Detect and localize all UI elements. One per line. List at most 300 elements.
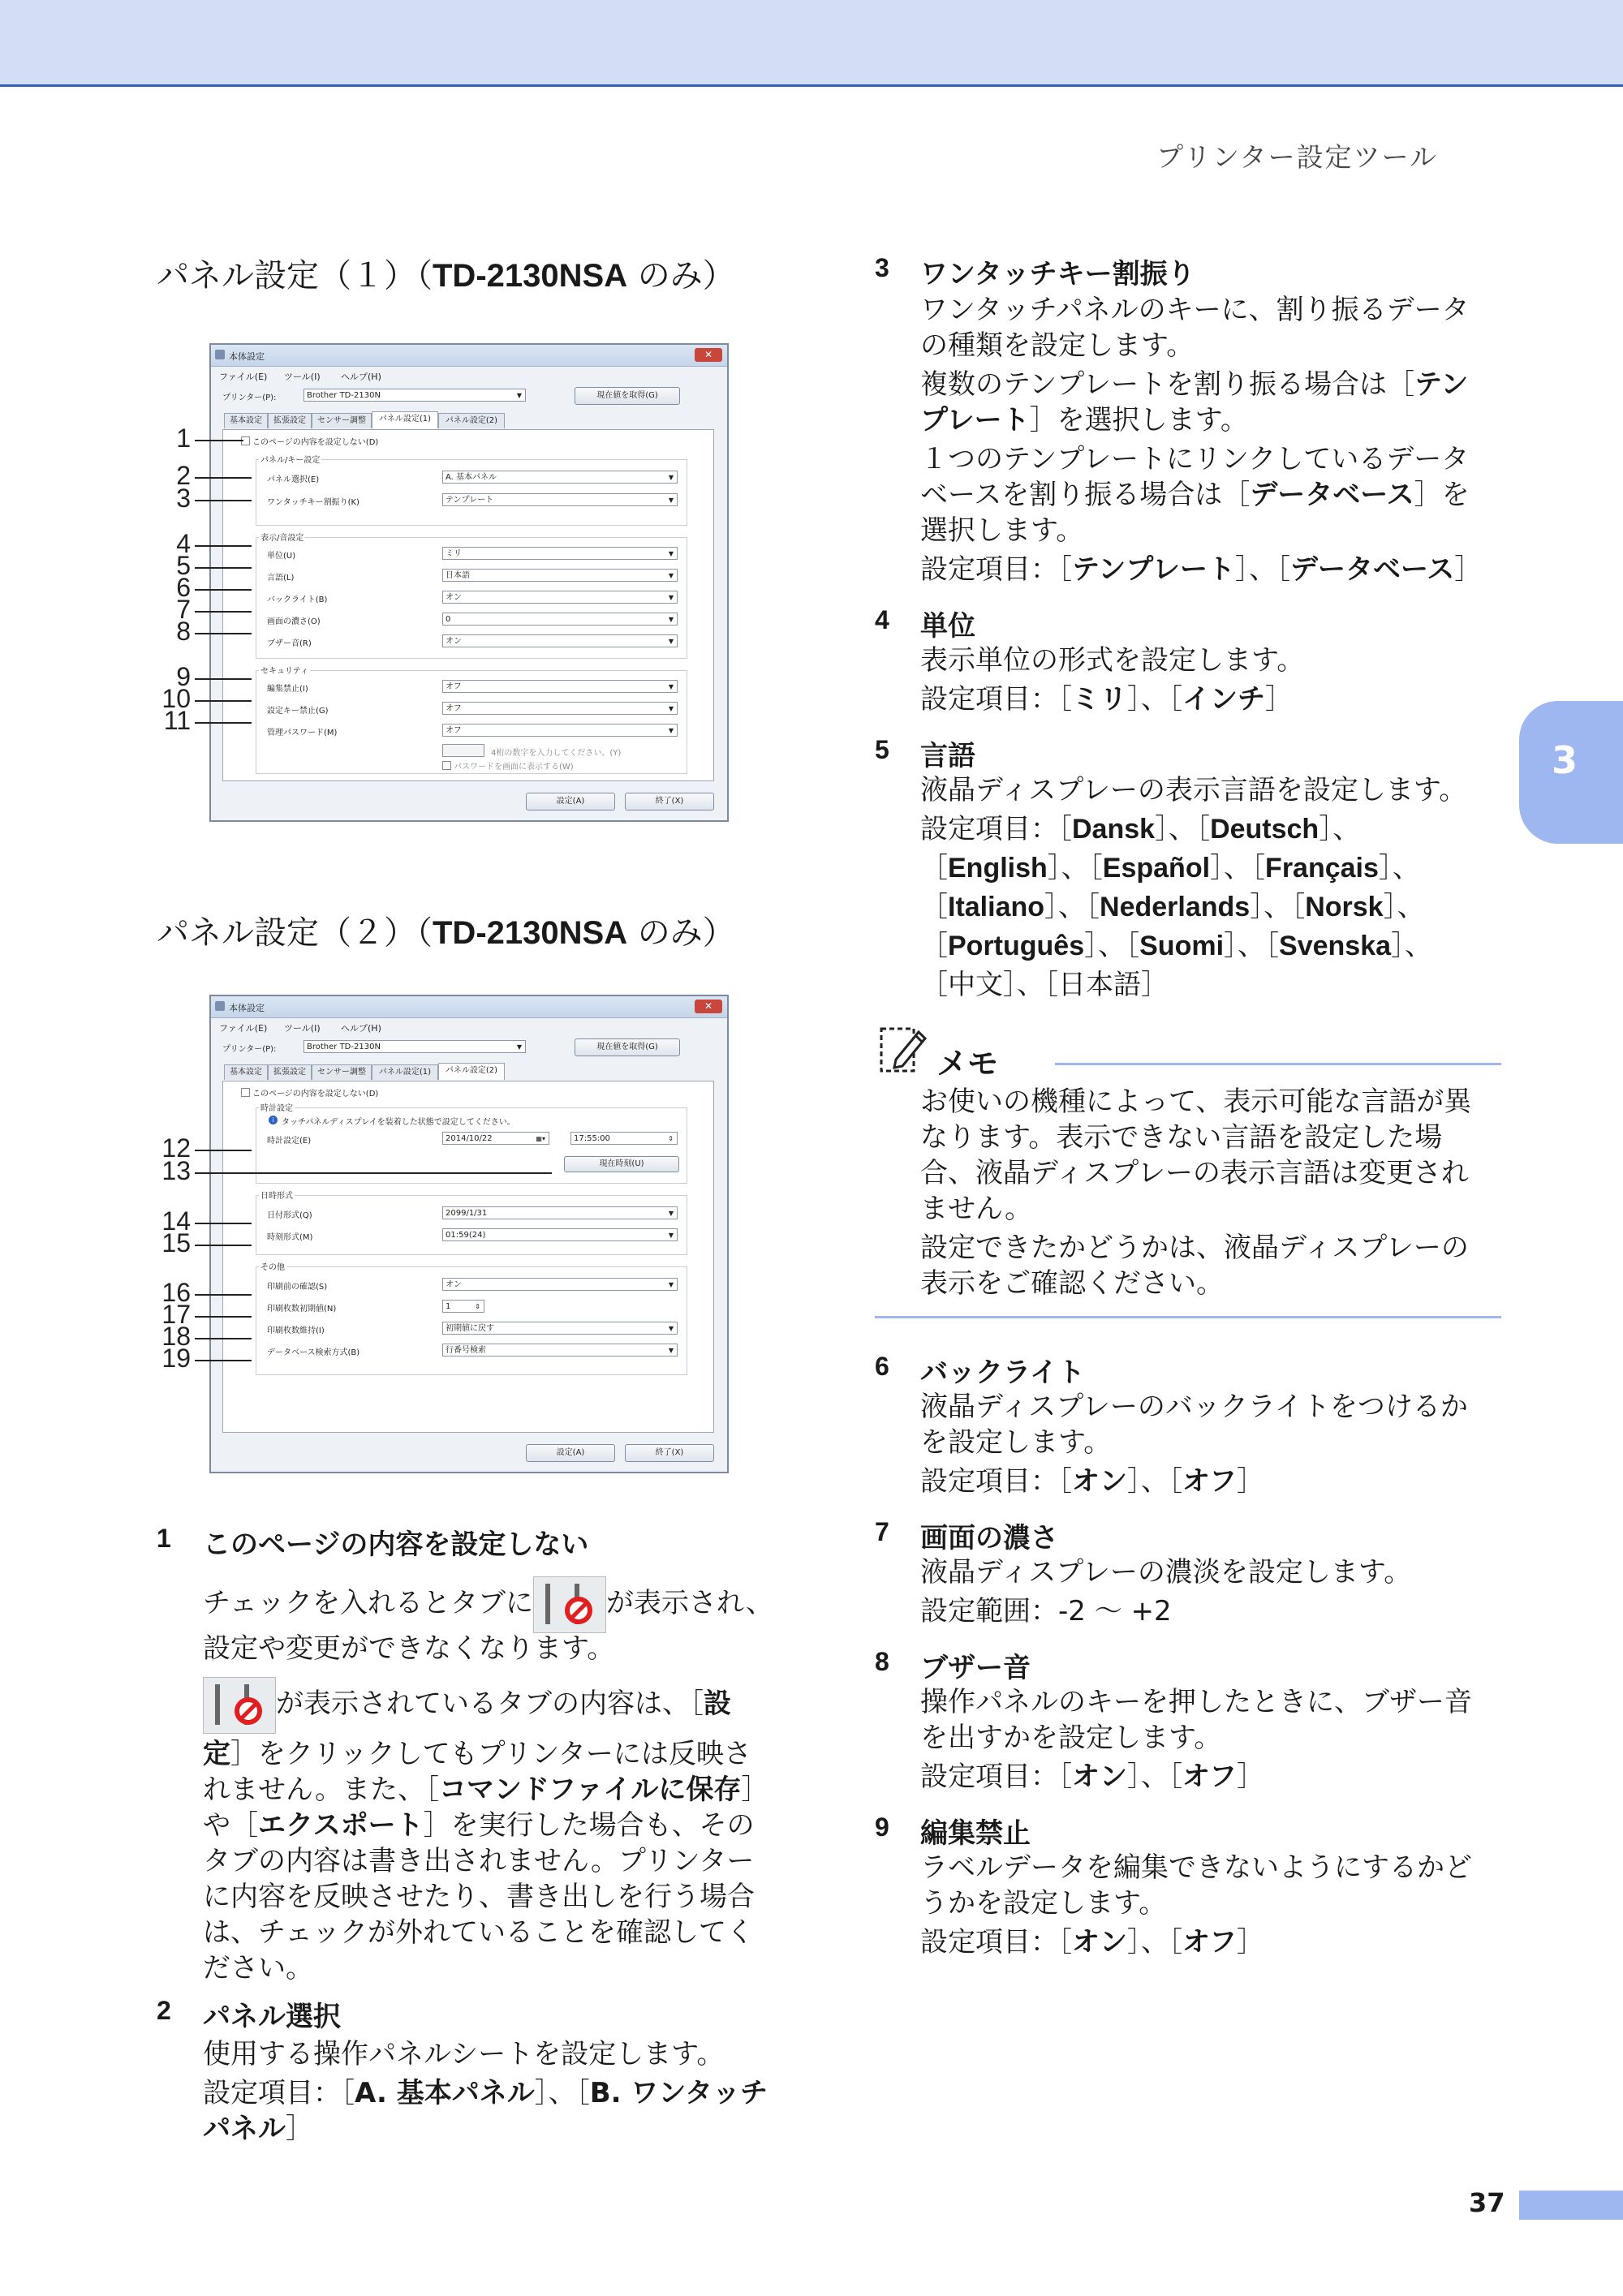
group-panel-key-label: パネル/キー設定 xyxy=(259,453,321,465)
item1-line8: は、チェックが外れていることを確認してく xyxy=(203,1916,754,1949)
chevron-down-icon: ▼ xyxy=(668,1210,674,1217)
callout-number: 11 xyxy=(163,706,191,735)
info-icon: i xyxy=(269,1116,278,1124)
item-number: 4 xyxy=(875,605,889,634)
callout-number: 10 xyxy=(161,684,191,713)
text: 設定項目：［ xyxy=(920,1761,1072,1793)
item1-line7: に内容を反映させたり、書き出しを行う場合 xyxy=(203,1881,755,1913)
key-lock-select[interactable] xyxy=(442,702,678,715)
item3-line6 xyxy=(920,477,1470,513)
title-model: TD-2130NSA xyxy=(433,915,628,951)
onetouch-select[interactable] xyxy=(442,493,678,506)
item5-line4 xyxy=(920,889,1425,925)
callout-line xyxy=(195,589,252,591)
bold-text: オフ xyxy=(1182,1926,1237,1958)
bold-text: Norsk xyxy=(1305,892,1384,922)
app-icon xyxy=(215,1001,225,1011)
bold-text: オフ xyxy=(1182,1465,1237,1498)
time-picker[interactable] xyxy=(570,1132,678,1145)
item7-line2: 設定範囲：-2 〜 +2 xyxy=(920,1595,1172,1627)
callout-line xyxy=(195,567,252,569)
chevron-down-icon: ▼ xyxy=(668,550,674,557)
text: ］、［ xyxy=(1210,852,1266,884)
date-picker[interactable] xyxy=(442,1132,549,1145)
section-title-panel2 xyxy=(157,907,735,953)
text: 設定項目：［ xyxy=(920,1926,1072,1958)
unit-label: 単位(U) xyxy=(267,552,296,561)
apply-button[interactable]: 設定(A) xyxy=(526,1444,615,1462)
bold-text: テンプレート xyxy=(1072,553,1235,586)
get-current-button[interactable]: 現在値を取得(G) xyxy=(575,387,680,405)
tab-panel xyxy=(222,429,714,781)
chevron-down-icon: ▼ xyxy=(668,705,674,712)
tab-basic[interactable]: 基本設定 xyxy=(224,1064,268,1080)
menu-file[interactable]: ファイル(E) xyxy=(219,1023,268,1034)
bold-text: パネル xyxy=(203,2113,286,2145)
setting-locked-icon xyxy=(203,1677,276,1734)
group-other-label: その他 xyxy=(259,1260,286,1272)
title-suffix: のみ） xyxy=(627,257,735,295)
exit-button[interactable]: 終了(X) xyxy=(625,793,714,810)
bold-text: コマンドファイルに保存 xyxy=(439,1774,742,1806)
print-confirm-value: オン xyxy=(446,1280,462,1289)
buzzer-select[interactable] xyxy=(442,634,678,647)
title-prefix: パネル設定（２）（ xyxy=(157,914,433,952)
text: 設定項目：［ xyxy=(920,553,1072,586)
date-format-label: 日付形式(Q) xyxy=(267,1211,312,1220)
callout-line xyxy=(195,440,243,441)
bold-text: Português xyxy=(948,931,1085,961)
item-heading: 画面の濃さ xyxy=(920,1522,1058,1554)
callout-line xyxy=(195,722,252,724)
item6-line1: 液晶ディスプレーのバックライトをつけるか xyxy=(920,1391,1468,1423)
menu-bar xyxy=(211,367,727,385)
text: ベースを割り振る場合は［ xyxy=(920,479,1251,511)
item1-line4 xyxy=(203,1772,768,1808)
bold-text: テン xyxy=(1414,368,1469,401)
item-number: 8 xyxy=(875,1647,889,1676)
clock-info: タッチパネルディスプレイを装着した状態で設定してください。 xyxy=(282,1118,515,1127)
item3-line3 xyxy=(920,367,1468,402)
edit-lock-label: 編集禁止(I) xyxy=(267,685,308,694)
pw-hint: 4桁の数字を入力してください。(Y) xyxy=(491,749,622,758)
dialog-title: 本体設定 xyxy=(229,1003,265,1013)
close-button[interactable]: ✕ xyxy=(695,1000,722,1013)
bold-text: オン xyxy=(1072,1926,1127,1958)
memo-rule-top xyxy=(1055,1063,1501,1065)
group-datetime-label: 日時形式 xyxy=(259,1189,295,1201)
text: 中文 xyxy=(948,969,1003,1001)
pw-show-checkbox[interactable] xyxy=(442,761,451,770)
group-panel-key xyxy=(256,459,687,526)
tab-sensor[interactable]: センサー調整 xyxy=(312,1064,372,1080)
bold-text: データベース xyxy=(1289,553,1455,586)
title-prefix: パネル設定（１）（ xyxy=(157,257,433,295)
backlight-value: オン xyxy=(446,593,462,602)
text: ］をクリックしてもプリンターには反映さ xyxy=(230,1738,751,1770)
chevron-down-icon: ▼ xyxy=(668,497,674,504)
text: ］ xyxy=(1236,1465,1264,1498)
footer-bar xyxy=(1519,2191,1623,2220)
item-heading: 単位 xyxy=(920,610,975,643)
callout-line xyxy=(195,1245,252,1246)
item6-line3 xyxy=(920,1464,1264,1499)
lang-select[interactable] xyxy=(442,569,678,582)
menu-bar xyxy=(211,1018,727,1036)
item6-line2: を設定します。 xyxy=(920,1426,1112,1459)
chevron-down-icon: ▼ xyxy=(668,594,674,601)
time-format-select[interactable] xyxy=(442,1228,678,1241)
app-icon xyxy=(215,350,225,359)
callout-number: 9 xyxy=(176,662,191,691)
bold-text: Svenska xyxy=(1279,931,1392,961)
header-band xyxy=(0,0,1623,87)
text: ］を実行した場合も、その xyxy=(423,1809,755,1842)
group-security-label: セキュリティ xyxy=(259,664,310,676)
text: ］、［ xyxy=(1250,891,1306,923)
printer-row xyxy=(211,385,727,409)
callout-number: 8 xyxy=(176,617,191,646)
callout-line xyxy=(195,477,252,479)
item1-line9: ださい。 xyxy=(203,1952,313,1984)
chevron-down-icon: ▼ xyxy=(668,638,674,645)
unit-select[interactable] xyxy=(442,547,678,560)
keep-copies-label: 印刷枚数維持(I) xyxy=(267,1326,325,1335)
text: ］、 xyxy=(1319,813,1361,845)
callout-line xyxy=(195,700,252,702)
text: ］を xyxy=(1414,479,1470,511)
default-copies-value: 1 xyxy=(446,1302,451,1311)
section-title-panel1 xyxy=(157,250,735,296)
item9-line3 xyxy=(920,1924,1264,1960)
text: ］ xyxy=(1141,969,1169,1001)
running-header: プリンター設定ツール xyxy=(1156,141,1438,173)
setting-locked-icon xyxy=(533,1576,606,1633)
tab-sensor[interactable]: センサー調整 xyxy=(312,413,372,428)
chevron-down-icon: ▼ xyxy=(668,727,674,734)
callout-line xyxy=(195,1360,252,1361)
buzzer-value: オン xyxy=(446,637,462,646)
contrast-label: 画面の濃さ(O) xyxy=(267,617,321,626)
callout-number: 6 xyxy=(176,573,191,602)
bold-text: Dansk xyxy=(1072,814,1156,845)
now-button[interactable]: 現在時刻(U) xyxy=(564,1156,679,1172)
callout-line xyxy=(195,1223,252,1224)
item3-line2: の種類を設定します。 xyxy=(920,329,1195,362)
bold-text: Suomi xyxy=(1139,931,1225,961)
tab-panel2[interactable]: パネル設定(2) xyxy=(438,1063,505,1080)
disable-page-checkbox[interactable] xyxy=(241,1088,250,1097)
chevron-down-icon: ▼ xyxy=(668,572,674,579)
bold-text: English xyxy=(948,853,1048,884)
item-heading: 編集禁止 xyxy=(920,1817,1031,1850)
item-heading: ブザー音 xyxy=(920,1652,1031,1684)
db-search-select[interactable] xyxy=(442,1344,678,1357)
menu-help[interactable]: ヘルプ(H) xyxy=(341,372,381,382)
text: ］、［ xyxy=(1234,553,1290,586)
item-heading: ワンタッチキー割振り xyxy=(920,258,1195,290)
bold-text: A. 基本パネル xyxy=(355,2077,535,2109)
memo-line2: なります。表示できない言語を設定した場 xyxy=(920,1121,1443,1154)
chevron-down-icon: ▼ xyxy=(668,1347,674,1354)
text: 設定項目：［ xyxy=(920,813,1072,845)
default-copies-label: 印刷枚数初期値(N) xyxy=(267,1305,337,1314)
callout-number: 2 xyxy=(176,461,191,490)
bold-text: プレート xyxy=(920,404,1030,436)
dialog-title: 本体設定 xyxy=(229,351,265,362)
callout-number: 3 xyxy=(176,484,191,513)
printer-value: Brother TD-2130N xyxy=(307,391,381,400)
time-value: 17:55:00 xyxy=(574,1134,610,1143)
callout-number: 17 xyxy=(161,1300,191,1329)
text: ］を選択します。 xyxy=(1029,404,1248,436)
callout-line xyxy=(195,1316,252,1318)
tab-panel2[interactable]: パネル設定(2) xyxy=(438,413,505,428)
item-number: 1 xyxy=(157,1524,171,1553)
printer-label: プリンター(P): xyxy=(222,1045,277,1054)
item3-line4 xyxy=(920,402,1248,438)
callout-line xyxy=(195,633,252,634)
callout-line xyxy=(195,611,252,613)
printer-value: Brother TD-2130N xyxy=(307,1043,381,1051)
bold-text: データベース xyxy=(1250,479,1414,511)
panel-select[interactable] xyxy=(442,471,678,484)
callout-number: 7 xyxy=(176,595,191,624)
item-number: 6 xyxy=(875,1352,889,1381)
callout-number: 15 xyxy=(161,1228,191,1258)
item8-line2: を出すかを設定します。 xyxy=(920,1722,1222,1754)
admin-pw-label: 管理パスワード(M) xyxy=(267,729,338,737)
item1-paragraph1-line2: 設定や変更ができなくなります。 xyxy=(203,1632,615,1665)
close-button[interactable]: ✕ xyxy=(695,348,722,362)
text: ］、［ xyxy=(1155,813,1211,845)
chapter-number: 3 xyxy=(1552,738,1578,782)
contrast-value: 0 xyxy=(446,615,451,624)
key-lock-value: オフ xyxy=(446,704,462,713)
item-number: 5 xyxy=(875,735,889,764)
chevron-down-icon: ▼ xyxy=(668,474,674,481)
text: が表示されているタブの内容は、［ xyxy=(276,1688,704,1720)
panel-select-value: A. 基本パネル xyxy=(446,473,497,482)
tab-basic[interactable]: 基本設定 xyxy=(224,413,268,428)
tab-advanced[interactable]: 拡張設定 xyxy=(268,413,312,428)
bold-text: 定 xyxy=(203,1738,230,1770)
print-confirm-select[interactable] xyxy=(442,1278,678,1291)
print-confirm-label: 印刷前の確認(S) xyxy=(267,1283,328,1292)
text: ［ xyxy=(920,969,948,1001)
callout-number: 13 xyxy=(161,1156,191,1185)
settings-dialog-panel2 xyxy=(209,995,729,1473)
text: 日本語 xyxy=(1058,969,1141,1001)
bold-text: Français xyxy=(1265,853,1379,884)
item3-line1: ワンタッチパネルのキーに、割り振るデータ xyxy=(920,294,1470,326)
callout-line xyxy=(195,1172,552,1174)
date-format-value: 2099/1/31 xyxy=(446,1209,488,1218)
callout-number: 4 xyxy=(176,529,191,558)
item3-line5: １つのテンプレートにリンクしているデータ xyxy=(920,443,1470,475)
memo-rule-bottom xyxy=(875,1316,1501,1318)
date-format-select[interactable] xyxy=(442,1206,678,1219)
chevron-down-icon: ▼ xyxy=(668,1281,674,1288)
text: ］ xyxy=(286,2113,313,2145)
edit-lock-select[interactable] xyxy=(442,680,678,693)
apply-button[interactable]: 設定(A) xyxy=(526,793,615,810)
item1-paragraph1 xyxy=(203,1574,773,1633)
db-search-label: データベース検索方式(B) xyxy=(267,1348,360,1357)
printer-row xyxy=(211,1036,727,1060)
memo-line3: 合、液晶ディスプレーの表示言語は変更され xyxy=(920,1157,1469,1189)
text: 設定項目：［ xyxy=(920,1465,1072,1498)
item-heading: バックライト xyxy=(920,1357,1085,1389)
key-lock-label: 設定キー禁止(G) xyxy=(267,707,329,716)
clock-label: 時計設定(E) xyxy=(267,1137,312,1146)
text: ］ xyxy=(1236,1761,1264,1793)
bold-text: オン xyxy=(1072,1465,1127,1498)
item2-line1: 使用する操作パネルシートを設定します。 xyxy=(203,2038,725,2070)
bold-text: ミリ xyxy=(1072,683,1127,716)
item1-line5 xyxy=(203,1808,755,1843)
callout-number: 19 xyxy=(161,1344,191,1373)
item-heading: 言語 xyxy=(920,740,975,772)
callout-number: 1 xyxy=(176,424,191,453)
text: 設定項目：［ xyxy=(203,2077,355,2109)
edit-lock-value: オフ xyxy=(446,682,462,691)
item-heading: パネル選択 xyxy=(203,2001,341,2033)
text: チェックを入れるとタブに xyxy=(203,1587,533,1619)
bold-text: Nederlands xyxy=(1100,892,1251,922)
text: ［ xyxy=(920,852,948,884)
menu-tools[interactable]: ツール(I) xyxy=(284,1023,321,1034)
text: ］ xyxy=(1265,683,1293,716)
text: ］ xyxy=(1236,1926,1264,1958)
item8-line1: 操作パネルのキーを押したときに、ブザー音 xyxy=(920,1686,1472,1718)
tab-panel xyxy=(222,1081,714,1433)
get-current-button[interactable]: 現在値を取得(G) xyxy=(575,1038,680,1056)
panel-select-label: パネル選択(E) xyxy=(267,475,320,484)
settings-dialog-panel1 xyxy=(209,343,729,822)
pw-input[interactable] xyxy=(442,744,484,757)
title-model: TD-2130NSA xyxy=(433,258,628,294)
callout-line xyxy=(195,500,252,501)
item1-paragraph2 xyxy=(203,1675,731,1734)
item5-line1: 液晶ディスプレーの表示言語を設定します。 xyxy=(920,774,1467,806)
bold-text: B. ワンタッチ xyxy=(589,2077,768,2109)
callout-line xyxy=(195,1294,252,1296)
memo-pencil-icon xyxy=(878,1024,930,1076)
text: ］、［ xyxy=(534,2077,590,2109)
bold-text: Deutsch xyxy=(1210,814,1319,845)
tab-advanced[interactable]: 拡張設定 xyxy=(268,1064,312,1080)
chapter-tab xyxy=(1519,701,1623,844)
text: ］、［ xyxy=(1224,930,1280,962)
group-display-label: 表示/音設定 xyxy=(259,531,305,543)
dialog-titlebar xyxy=(211,996,727,1018)
tab-panel1[interactable]: パネル設定(1) xyxy=(372,411,438,428)
item-number: 7 xyxy=(875,1517,889,1546)
exit-button[interactable]: 終了(X) xyxy=(625,1444,714,1462)
memo-line1: お使いの機種によって、表示可能な言語が異 xyxy=(920,1086,1472,1118)
contrast-select[interactable] xyxy=(442,613,678,626)
item4-line2 xyxy=(920,681,1293,717)
text: や［ xyxy=(203,1809,258,1842)
item2-line3 xyxy=(203,2111,313,2147)
text: ］ xyxy=(741,1774,769,1806)
printer-select[interactable] xyxy=(304,389,526,402)
tab-panel1[interactable]: パネル設定(1) xyxy=(372,1064,438,1080)
admin-pw-select[interactable] xyxy=(442,724,678,737)
text: ］、［ xyxy=(1127,1465,1182,1498)
callout-line xyxy=(195,1338,252,1339)
item3-line7: 選択します。 xyxy=(920,514,1084,547)
item5-line2 xyxy=(920,811,1360,847)
chevron-down-icon: ▼ xyxy=(668,616,674,623)
item9-line1: ラベルデータを編集できないようにするかど xyxy=(920,1851,1472,1884)
unit-value: ミリ xyxy=(446,549,462,558)
item5-line5 xyxy=(920,928,1432,964)
callout-number: 14 xyxy=(161,1206,191,1236)
menu-tools[interactable]: ツール(I) xyxy=(284,372,321,382)
item-heading: このページの内容を設定しない xyxy=(203,1529,589,1561)
dialog-titlebar xyxy=(211,345,727,367)
memo-line4: ません。 xyxy=(920,1193,1033,1225)
keep-copies-select[interactable] xyxy=(442,1322,678,1335)
lang-value: 日本語 xyxy=(446,571,470,580)
text: ］、 xyxy=(1391,930,1433,962)
chevron-down-icon: ▼ xyxy=(668,1232,674,1239)
backlight-select[interactable] xyxy=(442,591,678,604)
bold-text: オン xyxy=(1072,1761,1127,1793)
callout-line xyxy=(195,545,252,547)
item-number: 3 xyxy=(875,253,889,282)
menu-help[interactable]: ヘルプ(H) xyxy=(341,1023,381,1034)
disable-page-label: このページの内容を設定しない(D) xyxy=(252,438,379,447)
text: ］、［ xyxy=(1047,852,1103,884)
bold-text: エクスポート xyxy=(258,1809,424,1842)
item1-line3 xyxy=(203,1736,751,1772)
calendar-icon: ▦▾ xyxy=(536,1135,545,1142)
spinner-icon: ⇕ xyxy=(668,1135,674,1142)
text: 設定項目：［ xyxy=(920,683,1072,716)
callout-number: 12 xyxy=(161,1133,191,1163)
bold-text: インチ xyxy=(1182,683,1265,716)
tab-strip xyxy=(224,1064,711,1081)
memo-line5: 設定できたかどうかは、液晶ディスプレーの xyxy=(920,1232,1469,1264)
item5-line6 xyxy=(920,967,1169,1003)
group-datetime xyxy=(256,1195,687,1255)
printer-select[interactable] xyxy=(304,1040,526,1053)
text: ］、［ xyxy=(1084,930,1140,962)
admin-pw-value: オフ xyxy=(446,726,462,735)
spinner-icon: ⇕ xyxy=(475,1303,480,1310)
date-value: 2014/10/22 xyxy=(446,1134,493,1143)
bold-text: Español xyxy=(1102,853,1211,884)
lang-label: 言語(L) xyxy=(267,574,295,583)
callout-line xyxy=(195,1150,252,1151)
bold-text: オフ xyxy=(1182,1761,1237,1793)
pw-show-label: パスワードを画面に表示する(W) xyxy=(454,763,574,772)
backlight-label: バックライト(B) xyxy=(267,595,328,604)
menu-file[interactable]: ファイル(E) xyxy=(219,372,268,382)
chevron-down-icon: ▼ xyxy=(516,392,522,399)
text: ［ xyxy=(920,891,948,923)
time-format-label: 時刻形式(M) xyxy=(267,1233,313,1242)
default-copies-stepper[interactable] xyxy=(442,1300,484,1313)
item5-line3 xyxy=(920,850,1420,886)
text: ］ xyxy=(1454,553,1483,586)
item8-line3 xyxy=(920,1759,1264,1795)
text: ］、［ xyxy=(1127,1926,1182,1958)
item-number: 9 xyxy=(875,1812,889,1842)
